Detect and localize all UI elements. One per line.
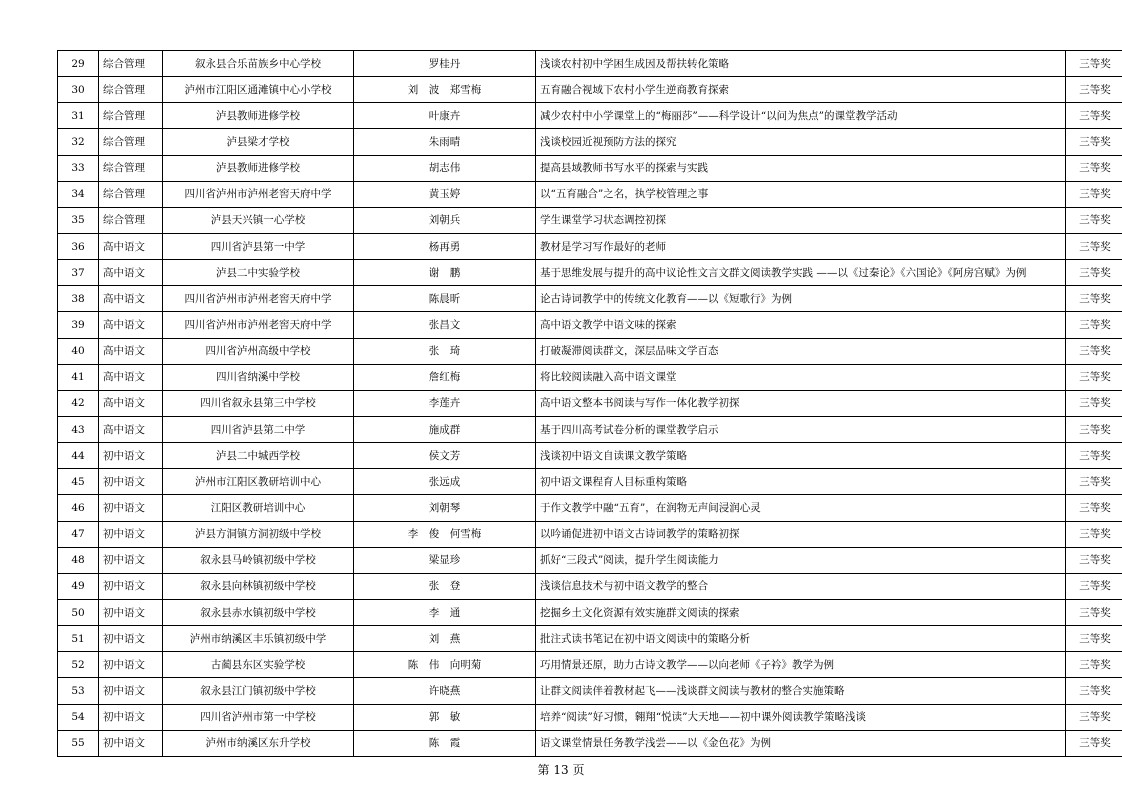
author-name-cell: 许晓燕 bbox=[354, 678, 536, 704]
author-name-cell: 陈晨昕 bbox=[354, 286, 536, 312]
school-cell: 泸州市纳溪区东升学校 bbox=[163, 730, 354, 756]
table-row bbox=[58, 469, 1122, 495]
school-cell: 泸县二中城西学校 bbox=[163, 443, 354, 469]
table-row bbox=[58, 443, 1122, 469]
school-cell: 叙永县马岭镇初级中学校 bbox=[163, 547, 354, 573]
table-row bbox=[58, 495, 1122, 521]
subject-cell: 综合管理 bbox=[99, 129, 163, 155]
table-row bbox=[58, 312, 1122, 338]
row-number: 49 bbox=[58, 573, 99, 599]
school-cell: 四川省泸州市泸州老窖天府中学 bbox=[163, 286, 354, 312]
row-number: 34 bbox=[58, 181, 99, 207]
author-name-cell: 张 登 bbox=[354, 573, 536, 599]
paper-title-cell: 五育融合视域下农村小学生逆商教育探索 bbox=[536, 77, 1066, 103]
subject-cell: 初中语文 bbox=[99, 652, 163, 678]
row-number: 46 bbox=[58, 495, 99, 521]
school-cell: 叙永县江门镇初级中学校 bbox=[163, 678, 354, 704]
row-number: 44 bbox=[58, 443, 99, 469]
paper-title-cell: 高中语文教学中语文味的探索 bbox=[536, 312, 1066, 338]
award-level-cell: 三等奖 bbox=[1066, 207, 1122, 233]
paper-title-cell: 将比较阅读融入高中语文课堂 bbox=[536, 364, 1066, 390]
school-cell: 四川省泸州市泸州老窖天府中学 bbox=[163, 312, 354, 338]
author-name-cell: 施成群 bbox=[354, 416, 536, 442]
award-level-cell: 三等奖 bbox=[1066, 338, 1122, 364]
author-name-cell: 陈 伟 向明菊 bbox=[354, 652, 536, 678]
author-name-cell: 郭 敏 bbox=[354, 704, 536, 730]
award-level-cell: 三等奖 bbox=[1066, 390, 1122, 416]
subject-cell: 综合管理 bbox=[99, 77, 163, 103]
row-number: 33 bbox=[58, 155, 99, 181]
subject-cell: 初中语文 bbox=[99, 678, 163, 704]
paper-title-cell: 以吟诵促进初中语文古诗词教学的策略初探 bbox=[536, 521, 1066, 547]
author-name-cell: 刘 波 郑雪梅 bbox=[354, 77, 536, 103]
table-row bbox=[58, 77, 1122, 103]
award-level-cell: 三等奖 bbox=[1066, 77, 1122, 103]
school-cell: 四川省泸州市泸州老窖天府中学 bbox=[163, 181, 354, 207]
award-level-cell: 三等奖 bbox=[1066, 547, 1122, 573]
table-body bbox=[58, 51, 1122, 757]
row-number: 32 bbox=[58, 129, 99, 155]
table-row bbox=[58, 155, 1122, 181]
table-row bbox=[58, 547, 1122, 573]
subject-cell: 综合管理 bbox=[99, 103, 163, 129]
subject-cell: 初中语文 bbox=[99, 626, 163, 652]
paper-title-cell: 培养“阅读”好习惯，翱翔“悦读”大天地——初中课外阅读教学策略浅谈 bbox=[536, 704, 1066, 730]
award-level-cell: 三等奖 bbox=[1066, 626, 1122, 652]
subject-cell: 初中语文 bbox=[99, 521, 163, 547]
award-level-cell: 三等奖 bbox=[1066, 443, 1122, 469]
paper-title-cell: 初中语文课程育人目标重构策略 bbox=[536, 469, 1066, 495]
subject-cell: 初中语文 bbox=[99, 443, 163, 469]
table-row bbox=[58, 652, 1122, 678]
author-name-cell: 张远成 bbox=[354, 469, 536, 495]
school-cell: 泸县天兴镇一心学校 bbox=[163, 207, 354, 233]
subject-cell: 高中语文 bbox=[99, 286, 163, 312]
table-row bbox=[58, 704, 1122, 730]
school-cell: 叙永县向林镇初级中学校 bbox=[163, 573, 354, 599]
row-number: 36 bbox=[58, 233, 99, 259]
author-name-cell: 杨再勇 bbox=[354, 233, 536, 259]
paper-title-cell: 论古诗词教学中的传统文化教育——以《短歌行》为例 bbox=[536, 286, 1066, 312]
row-number: 43 bbox=[58, 416, 99, 442]
subject-cell: 初中语文 bbox=[99, 547, 163, 573]
row-number: 48 bbox=[58, 547, 99, 573]
table-row bbox=[58, 599, 1122, 625]
paper-title-cell: 挖掘乡土文化资源有效实施群文阅读的探索 bbox=[536, 599, 1066, 625]
school-cell: 叙永县赤水镇初级中学校 bbox=[163, 599, 354, 625]
paper-title-cell: 抓好“三段式”阅读，提升学生阅读能力 bbox=[536, 547, 1066, 573]
table-row bbox=[58, 390, 1122, 416]
author-name-cell: 刘朝琴 bbox=[354, 495, 536, 521]
school-cell: 四川省泸县第一中学 bbox=[163, 233, 354, 259]
author-name-cell: 罗桂丹 bbox=[354, 51, 536, 77]
award-level-cell: 三等奖 bbox=[1066, 312, 1122, 338]
paper-title-cell: 学生课堂学习状态调控初探 bbox=[536, 207, 1066, 233]
table-row bbox=[58, 521, 1122, 547]
award-level-cell: 三等奖 bbox=[1066, 678, 1122, 704]
author-name-cell: 陈 霞 bbox=[354, 730, 536, 756]
table-row bbox=[58, 103, 1122, 129]
paper-title-cell: 语文课堂情景任务教学浅尝——以《金色花》为例 bbox=[536, 730, 1066, 756]
page-number: 第 13 页 bbox=[537, 763, 585, 777]
award-level-cell: 三等奖 bbox=[1066, 129, 1122, 155]
paper-title-cell: 高中语文整本书阅读与写作一体化教学初探 bbox=[536, 390, 1066, 416]
author-name-cell: 詹红梅 bbox=[354, 364, 536, 390]
author-name-cell: 谢 鹏 bbox=[354, 260, 536, 286]
subject-cell: 高中语文 bbox=[99, 260, 163, 286]
author-name-cell: 梁显珍 bbox=[354, 547, 536, 573]
subject-cell: 初中语文 bbox=[99, 704, 163, 730]
subject-cell: 高中语文 bbox=[99, 390, 163, 416]
award-level-cell: 三等奖 bbox=[1066, 573, 1122, 599]
paper-title-cell: 以“五育融合”之名，执学校管理之事 bbox=[536, 181, 1066, 207]
table-row bbox=[58, 730, 1122, 756]
table-row bbox=[58, 626, 1122, 652]
school-cell: 泸县教师进修学校 bbox=[163, 155, 354, 181]
row-number: 42 bbox=[58, 390, 99, 416]
row-number: 40 bbox=[58, 338, 99, 364]
school-cell: 泸县二中实验学校 bbox=[163, 260, 354, 286]
author-name-cell: 黄玉婷 bbox=[354, 181, 536, 207]
subject-cell: 高中语文 bbox=[99, 312, 163, 338]
school-cell: 泸县教师进修学校 bbox=[163, 103, 354, 129]
table-row bbox=[58, 678, 1122, 704]
paper-title-cell: 打破凝滞阅读群文，深层品味文学百态 bbox=[536, 338, 1066, 364]
paper-title-cell: 浅谈校园近视预防方法的探究 bbox=[536, 129, 1066, 155]
paper-title-cell: 批注式读书笔记在初中语文阅读中的策略分析 bbox=[536, 626, 1066, 652]
school-cell: 叙永县合乐苗族乡中心学校 bbox=[163, 51, 354, 77]
row-number: 47 bbox=[58, 521, 99, 547]
author-name-cell: 张 琦 bbox=[354, 338, 536, 364]
subject-cell: 综合管理 bbox=[99, 207, 163, 233]
table-row bbox=[58, 260, 1122, 286]
award-level-cell: 三等奖 bbox=[1066, 521, 1122, 547]
row-number: 51 bbox=[58, 626, 99, 652]
award-level-cell: 三等奖 bbox=[1066, 260, 1122, 286]
school-cell: 江阳区教研培训中心 bbox=[163, 495, 354, 521]
row-number: 50 bbox=[58, 599, 99, 625]
row-number: 30 bbox=[58, 77, 99, 103]
paper-title-cell: 浅谈初中语文自读课文教学策略 bbox=[536, 443, 1066, 469]
row-number: 38 bbox=[58, 286, 99, 312]
subject-cell: 综合管理 bbox=[99, 181, 163, 207]
subject-cell: 初中语文 bbox=[99, 573, 163, 599]
school-cell: 泸州市江阳区教研培训中心 bbox=[163, 469, 354, 495]
paper-title-cell: 提高县域教师书写水平的探索与实践 bbox=[536, 155, 1066, 181]
school-cell: 四川省纳溪中学校 bbox=[163, 364, 354, 390]
table-row bbox=[58, 416, 1122, 442]
school-cell: 泸县梁才学校 bbox=[163, 129, 354, 155]
paper-title-cell: 于作文教学中融“五育”，在润物无声间浸润心灵 bbox=[536, 495, 1066, 521]
award-level-cell: 三等奖 bbox=[1066, 599, 1122, 625]
award-level-cell: 三等奖 bbox=[1066, 704, 1122, 730]
author-name-cell: 李莲卉 bbox=[354, 390, 536, 416]
row-number: 29 bbox=[58, 51, 99, 77]
table-row bbox=[58, 233, 1122, 259]
author-name-cell: 叶康卉 bbox=[354, 103, 536, 129]
school-cell: 古蔺县东区实验学校 bbox=[163, 652, 354, 678]
table-row bbox=[58, 286, 1122, 312]
row-number: 54 bbox=[58, 704, 99, 730]
table-row bbox=[58, 181, 1122, 207]
author-name-cell: 张昌文 bbox=[354, 312, 536, 338]
school-cell: 泸县方洞镇方洞初级中学校 bbox=[163, 521, 354, 547]
award-level-cell: 三等奖 bbox=[1066, 416, 1122, 442]
subject-cell: 初中语文 bbox=[99, 730, 163, 756]
award-level-cell: 三等奖 bbox=[1066, 652, 1122, 678]
award-level-cell: 三等奖 bbox=[1066, 51, 1122, 77]
award-level-cell: 三等奖 bbox=[1066, 181, 1122, 207]
award-level-cell: 三等奖 bbox=[1066, 155, 1122, 181]
author-name-cell: 刘朝兵 bbox=[354, 207, 536, 233]
award-table bbox=[57, 50, 1122, 757]
school-cell: 四川省叙永县第三中学校 bbox=[163, 390, 354, 416]
table-row bbox=[58, 573, 1122, 599]
paper-title-cell: 基于思维发展与提升的高中议论性文言文群文阅读教学实践 ——以《过秦论》《六国论》《阿房宫赋》为例 bbox=[536, 260, 1066, 286]
table-row bbox=[58, 364, 1122, 390]
award-level-cell: 三等奖 bbox=[1066, 469, 1122, 495]
award-level-cell: 三等奖 bbox=[1066, 286, 1122, 312]
paper-title-cell: 减少农村中小学课堂上的“梅丽莎”——科学设计“以问为焦点”的课堂教学活动 bbox=[536, 103, 1066, 129]
award-level-cell: 三等奖 bbox=[1066, 364, 1122, 390]
school-cell: 泸州市江阳区通滩镇中心小学校 bbox=[163, 77, 354, 103]
school-cell: 四川省泸州高级中学校 bbox=[163, 338, 354, 364]
row-number: 41 bbox=[58, 364, 99, 390]
paper-title-cell: 教材是学习写作最好的老师 bbox=[536, 233, 1066, 259]
author-name-cell: 刘 燕 bbox=[354, 626, 536, 652]
row-number: 39 bbox=[58, 312, 99, 338]
table-row bbox=[58, 51, 1122, 77]
author-name-cell: 朱雨晴 bbox=[354, 129, 536, 155]
paper-title-cell: 让群文阅读伴着教材起飞——浅谈群文阅读与教材的整合实施策略 bbox=[536, 678, 1066, 704]
author-name-cell: 侯文芳 bbox=[354, 443, 536, 469]
table-row bbox=[58, 129, 1122, 155]
award-level-cell: 三等奖 bbox=[1066, 730, 1122, 756]
table-row bbox=[58, 338, 1122, 364]
row-number: 53 bbox=[58, 678, 99, 704]
author-name-cell: 李 俊 何雪梅 bbox=[354, 521, 536, 547]
subject-cell: 综合管理 bbox=[99, 51, 163, 77]
paper-title-cell: 基于四川高考试卷分析的课堂教学启示 bbox=[536, 416, 1066, 442]
subject-cell: 初中语文 bbox=[99, 469, 163, 495]
paper-title-cell: 浅谈信息技术与初中语文教学的整合 bbox=[536, 573, 1066, 599]
author-name-cell: 胡志伟 bbox=[354, 155, 536, 181]
school-cell: 四川省泸州市第一中学校 bbox=[163, 704, 354, 730]
school-cell: 四川省泸县第二中学 bbox=[163, 416, 354, 442]
row-number: 31 bbox=[58, 103, 99, 129]
subject-cell: 初中语文 bbox=[99, 495, 163, 521]
row-number: 55 bbox=[58, 730, 99, 756]
award-level-cell: 三等奖 bbox=[1066, 103, 1122, 129]
school-cell: 泸州市纳溪区丰乐镇初级中学 bbox=[163, 626, 354, 652]
award-level-cell: 三等奖 bbox=[1066, 495, 1122, 521]
author-name-cell: 李 通 bbox=[354, 599, 536, 625]
subject-cell: 高中语文 bbox=[99, 338, 163, 364]
subject-cell: 高中语文 bbox=[99, 416, 163, 442]
subject-cell: 高中语文 bbox=[99, 364, 163, 390]
row-number: 52 bbox=[58, 652, 99, 678]
subject-cell: 初中语文 bbox=[99, 599, 163, 625]
row-number: 37 bbox=[58, 260, 99, 286]
paper-title-cell: 巧用情景还原，助力古诗文教学——以向老师《子衿》教学为例 bbox=[536, 652, 1066, 678]
subject-cell: 综合管理 bbox=[99, 155, 163, 181]
subject-cell: 高中语文 bbox=[99, 233, 163, 259]
row-number: 45 bbox=[58, 469, 99, 495]
row-number: 35 bbox=[58, 207, 99, 233]
award-level-cell: 三等奖 bbox=[1066, 233, 1122, 259]
table-row bbox=[58, 207, 1122, 233]
paper-title-cell: 浅谈农村初中学困生成因及帮扶转化策略 bbox=[536, 51, 1066, 77]
